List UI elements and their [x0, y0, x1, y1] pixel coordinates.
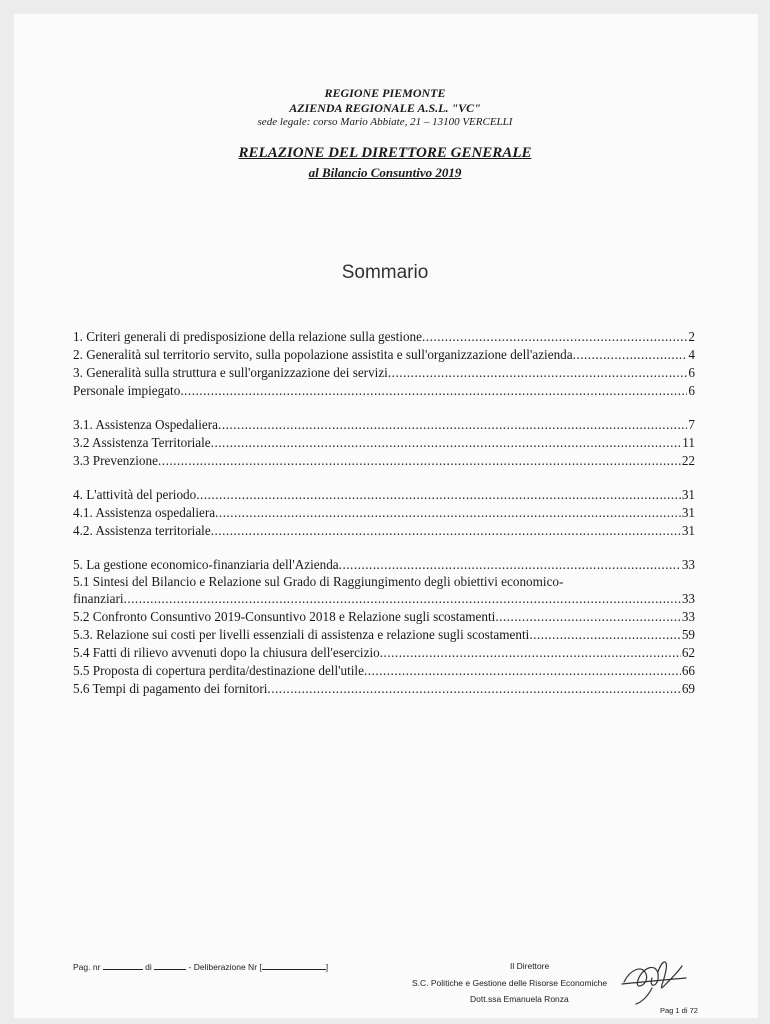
- toc-entry: 2. Generalità sul territorio servito, sulla popolazione assistita e sull'organizzazione dell'azienda ..... 4: [73, 346, 695, 364]
- toc-entry: finanziari ..... 33: [73, 590, 695, 608]
- footer-page-ref: Pag. nr di - Deliberazione Nr [ ]: [73, 962, 329, 972]
- signature-icon: [612, 952, 692, 1008]
- toc-entry: 1. Criteri generali di predisposizione della relazione sulla gestione ..... 2: [73, 328, 695, 346]
- document-subtitle: al Bilancio Consuntivo 2019: [308, 165, 462, 180]
- region-name: REGIONE PIEMONTE: [324, 86, 446, 100]
- toc-entry: 5. La gestione economico-finanziaria dell'Azienda ..... 33: [73, 556, 695, 574]
- footer-delib-label: - Deliberazione Nr [: [188, 962, 262, 972]
- footer-department: S.C. Politiche e Gestione delle Risorse Economiche: [412, 978, 608, 988]
- toc-entry: 5.4 Fatti di rilievo avvenuti dopo la chiusura dell'esercizio ..... 62: [73, 644, 695, 662]
- agency-name: AZIENDA REGIONALE A.S.L. "VC": [289, 101, 481, 115]
- toc-entry: 5.3. Relazione sui costi per livelli essenziali di assistenza e relazione sugli scostamenti ..... 59: [73, 626, 695, 644]
- table-of-contents: [73, 328, 695, 698]
- footer-di-label: di: [145, 962, 152, 972]
- toc-entry: 3.2 Assistenza Territoriale ..... 11: [73, 434, 695, 452]
- toc-entry: 5.5 Proposta di copertura perdita/destinazione dell'utile ..... 66: [73, 662, 695, 680]
- toc-entry: 5.6 Tempi di pagamento dei fornitori ..... 69: [73, 680, 695, 698]
- toc-entry: 3. Generalità sulla struttura e sull'organizzazione dei servizi ..... 6: [73, 364, 695, 382]
- toc-entry: 4.1. Assistenza ospedaliera ..... 31: [73, 504, 695, 522]
- toc-entry-line: 5.1 Sintesi del Bilancio e Relazione sul Grado di Raggiungimento degli obiettivi economico-: [73, 574, 564, 589]
- toc-entry: Personale impiegato ..... 6: [73, 382, 695, 400]
- footer-page-count: Pag 1 di 72: [660, 1006, 698, 1015]
- toc-entry: 4. L'attività del periodo ..... 31: [73, 486, 695, 504]
- agency-address: sede legale: corso Mario Abbiate, 21 – 13100 VERCELLI: [257, 116, 513, 128]
- document-title: RELAZIONE DEL DIRETTORE GENERALE: [238, 145, 532, 161]
- toc-entry: 4.2. Assistenza territoriale ..... 31: [73, 522, 695, 540]
- toc-entry: 3.3 Prevenzione ..... 22: [73, 452, 695, 470]
- sommario-heading: Sommario: [341, 262, 429, 283]
- toc-entry: 3.1. Assistenza Ospedaliera ..... 7: [73, 416, 695, 434]
- footer-director-label: Il Direttore: [510, 961, 550, 971]
- footer-signer-name: Dott.ssa Emanuela Ronza: [470, 994, 569, 1004]
- footer-pag-label: Pag. nr: [73, 962, 101, 972]
- toc-entry: 5.2 Confronto Consuntivo 2019-Consuntivo 2018 e Relazione sugli scostamenti ..... 33: [73, 608, 695, 626]
